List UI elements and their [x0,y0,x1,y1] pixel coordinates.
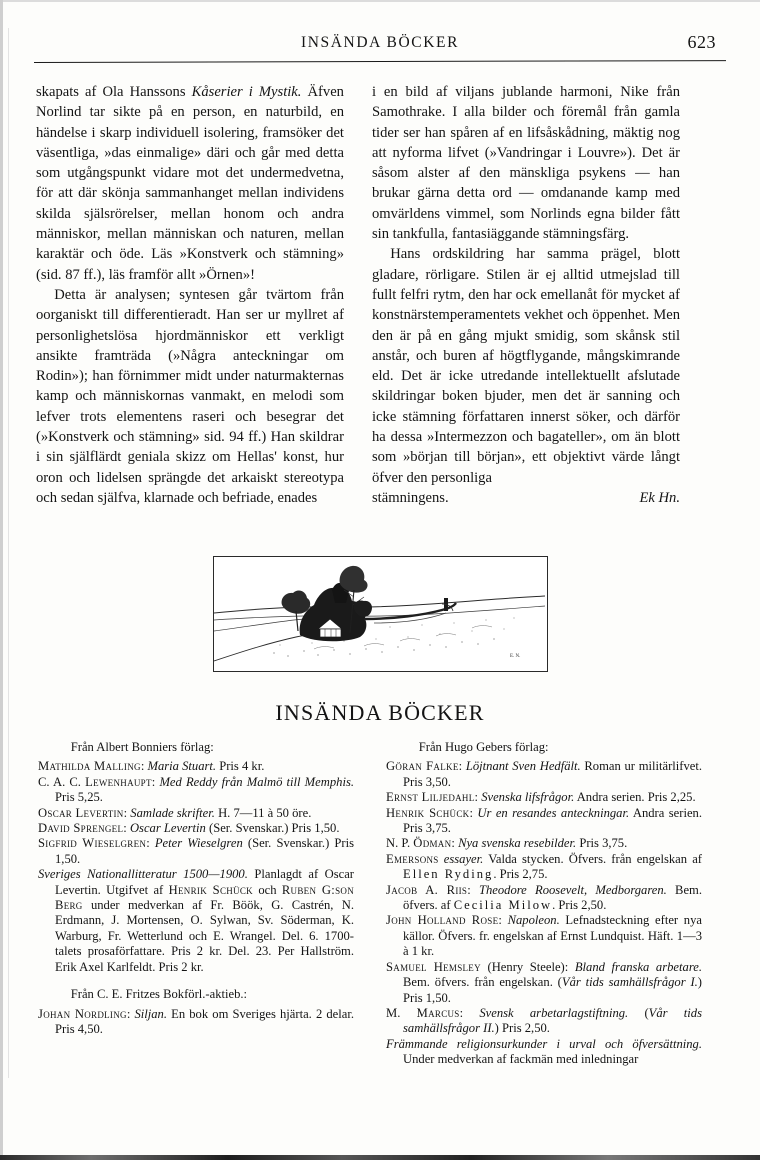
book-entry: Emersons essayer. Valda stycken. Öfvers. från engelskan af Ellen Ryding. Pris 2,75. [386,851,702,882]
book-list-column-right [386,740,702,1068]
book-entry: Mathilda Malling: Maria Stuart. Pris 4 kr. [38,759,265,774]
publisher-heading: Från C. E. Fritzes Bokförl.-aktieb.: [70,987,248,1002]
running-head-title: INSÄNDA BÖCKER [300,34,460,51]
article-signature: Ek Hn. [639,489,680,506]
book-entry: Jacob A. Riis: Theodore Roosevelt, Medborgaren. Bem. öfvers. af Cecilia Milow. Pris 2,50. [386,882,702,913]
paragraph: Detta är analysen; syntesen går tvärtom från oorganiskt till differentieradt. Han ser ur myllret af personlighetslösa hjordmänniskor ett verkligt ansikte framträda (»Några anteckningar om Rodin»); han förnimmer midt under naturmakternas kamp och människornas vanmakt, en melodi som lefver trots elementens raseri och besegrar det (»Konstverk och stämning» sid. 94 ff.) Han skildrar i sin själflärdt geniala skizz om Hellas' konst, hur oron och lidelsen sprängde det arkaiskt stereotypa och sedan själfva, klarnade och befriade, enades [36,286,344,506]
book-entry: Johan Nordling: Siljan. En bok om Sveriges hjärta. 2 delar. Pris 4,50. [38,1006,355,1036]
book-entry: Ernst Liljedahl: Svenska lifsfrågor. Andra serien. Pris 2,25. [386,790,696,805]
landscape-drawing [214,557,545,669]
illustration-vignette [213,556,548,672]
book-entry: Oscar Levertin: Samlade skrifter. H. 7—11 à 50 öre. [38,805,312,820]
section-heading: INSÄNDA BÖCKER [275,700,485,725]
book-entry: Samuel Hemsley (Henry Steele): Bland franska arbetare. Bem. öfvers. från engelskan. (Vår tids samhällsfrågor I.) Pris 1,50. [386,959,702,1005]
book-entry: M. Marcus: Svensk arbetarlagstiftning. (Vår tids samhällsfrågor II.) Pris 2,50. [386,1005,702,1036]
paragraph: Hans ordskildring har samma prägel, blott gladare, rörligare. Stilen är ej alltid utmejslad till fullt felfri rytm, den har ock emellanåt för mycket af konstnärstemperamentets vekhet och öppenhet. Men den är på en gång mjukt smidig, som skånsk stil anstår, och buren af högtflygande, mångskimrande eld. Det är icke utredande intellektuellt afslutade skildringar boken bjuder, men det är sanning och icke stämning författaren innerst söker, och därför ha dessa »Intermezzon och bagateller», om än blott som »början till början», ett objektivt värde långt öfver den personliga [372,246,680,486]
scan-artifact-left-line [8,28,9,1078]
book-entry: N. P. Ödman: Nya svenska resebilder. Pris 3,75. [386,836,628,851]
scan-artifact-top [0,0,760,2]
text-column-right [372,82,680,508]
artist-monogram: E. N. [510,654,521,659]
book-entry: Sveriges Nationallitteratur 1500—1900. Planlagdt af Oscar Levertin. Utgifvet af Henrik Schück och Ruben G:son Berg under medverkan af Fr. Böök, G. Castrén, N. Erdmann, J. Mortensen, O. Sylwan, Sv. Söderman, K. Warburg, Fr. Wetterlund och E. Wrangel. Del. 6. 1700-talets prosaförfattare. Pris 2 kr. Del. 23. Per Hallström. Erik Axel Karlfeldt. Pris 2 kr. [38,867,355,974]
text-column-left [36,82,344,508]
book-entry: Sigfrid Wieselgren: Peter Wieselgren (Ser. Svenskar.) Pris 1,50. [38,836,354,866]
scan-artifact-bottom [0,1155,760,1160]
publisher-heading: Från Hugo Gebers förlag: [418,740,549,754]
book-entry: Göran Falke: Löjtnant Sven Hedfält. Roman ur militärlifvet. Pris 3,50. [386,759,702,789]
book-entry: David Sprengel: Oscar Levertin (Ser. Svenskar.) Pris 1,50. [38,821,340,836]
book-list-column-left [38,740,354,1037]
publisher-heading: Från Albert Bonniers förlag: [70,740,214,754]
list-spacer [38,975,354,987]
page-number: 623 [687,32,716,52]
book-entry: C. A. C. Lewenhaupt: Med Reddy från Malmö till Memphis. Pris 5,25. [38,774,354,805]
article-closing-line [372,488,680,508]
running-head [0,34,760,56]
scan-artifact-left-edge [0,0,3,1160]
closing-word: stämningens. [372,489,449,506]
book-entry: Främmande religionsurkunder i urval och öfversättning. Under medverkan af fackmän med inledningar [386,1036,702,1067]
paragraph: skapats af Ola Hanssons Kåserier i Mystik. Äfven Norlind tar sikte på en person, en naturbild, en händelse i skarp individuell isolering, framsöker det väsentliga, »das einmalige» däri och går med detta som utgångspunkt vidare mot det undermedvetna, för att där skönja sammanhanget mellan individens skilda själsrörelser, mellan honom och andra människor, mellan människan och naturen, mellan karaktär och öde. Läs »Konstverk och stämning» (sid. 87 ff.), läs framför allt »Örnen»! [36,84,344,283]
book-entry: John Holland Rose: Napoleon. Lefnadsteckning efter nya källor. Öfvers. fr. engelskan af Ernst Lundquist. Häft. 1—3 à 1 kr. [386,913,702,959]
paragraph: i en bild af viljans jublande harmoni, Nike från Samothrake. I alla bilder och föremål från gamla tider ser han spåren af en lifsåskådning, mäktig nog att nyforma lifvet (»Vandringar i Louvre»). Det är såsom alster af den mänskliga psykens — han brukar gärna detta ord — omdanande kamp med omvärldens vimmel, som Norlinds egna bilder fått sin tankfulla, fantasiäggande stämningsfärg. [372,84,680,243]
book-entry: Henrik Schück: Ur en resandes anteckningar. Andra serien. Pris 3,75. [386,805,703,836]
header-rule [34,60,726,63]
